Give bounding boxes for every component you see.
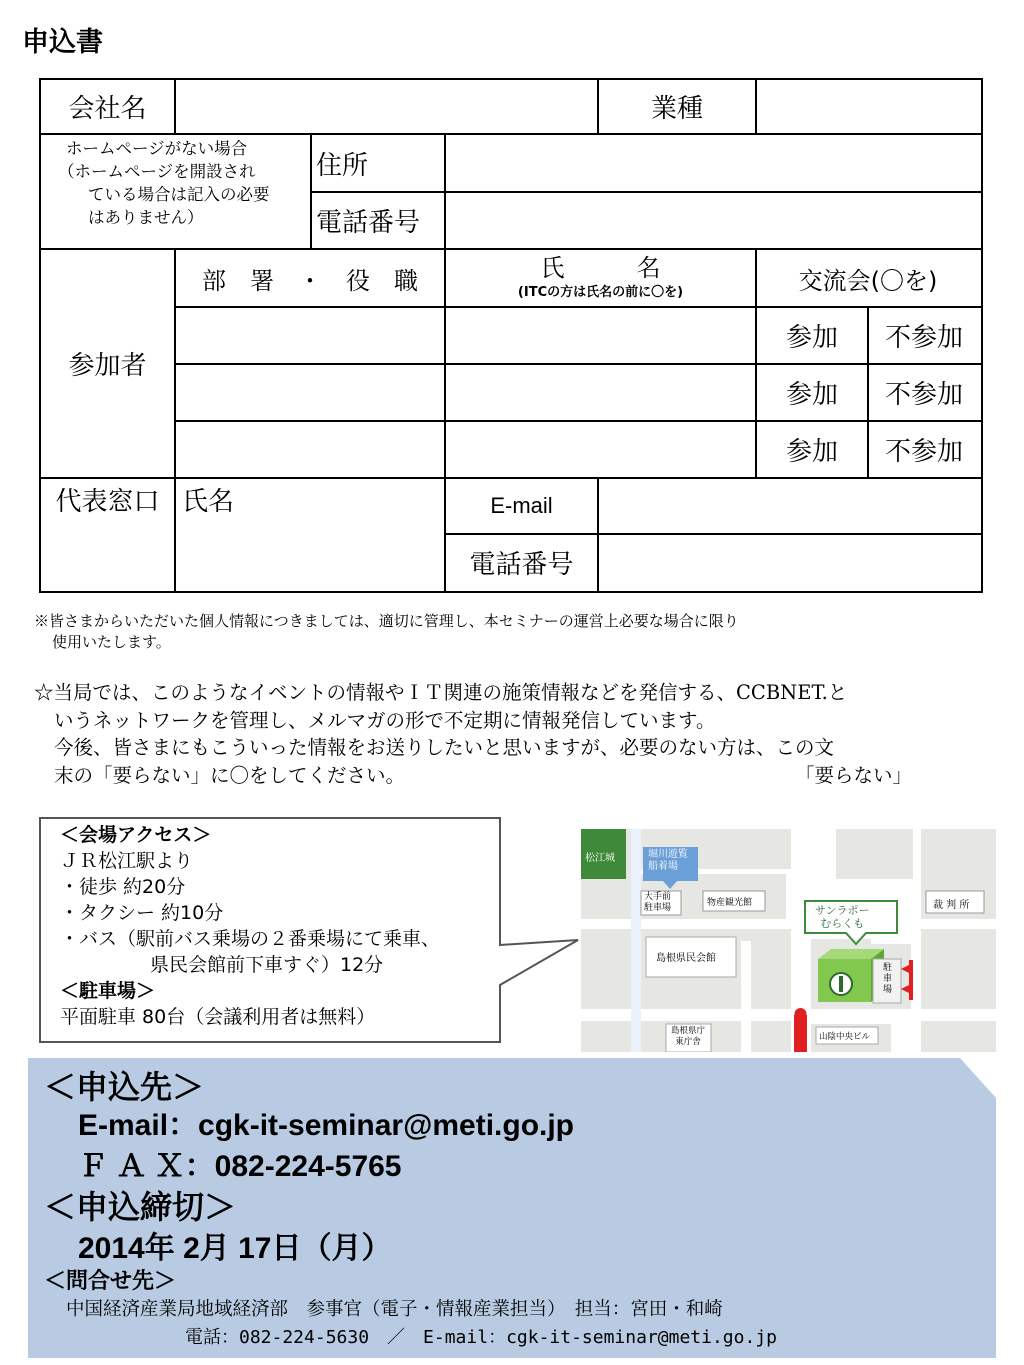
parking-info: 平面駐車 80台（会議利用者は無料） — [60, 1006, 376, 1028]
dept-position-header: 部 署 ・ 役 職 — [202, 266, 418, 295]
exchange-header: 交流会(〇を) — [798, 266, 938, 295]
rep-phone-label: 電話番号 — [469, 549, 574, 580]
map-label-horikawa: 堀川遊覧 船着場 — [648, 849, 688, 872]
participant-1-not-attend[interactable]: 不参加 — [884, 323, 963, 353]
access-heading: ＜会場アクセス＞ — [60, 824, 212, 846]
email-label: E-mail — [490, 493, 553, 518]
deadline-heading: ＜申込締切＞ — [44, 1189, 237, 1225]
map-label-castle: 松江城 — [585, 853, 615, 864]
map-label-kenmin: 島根県民会館 — [656, 953, 716, 964]
address-label: 住所 — [316, 150, 369, 181]
industry-label: 業種 — [650, 94, 703, 124]
map-label-sunrapo: サンラポー むらくも — [815, 904, 870, 930]
participants-label: 参加者 — [68, 351, 147, 381]
contact-heading: ＜問合せ先＞ — [44, 1268, 177, 1293]
parking-heading: ＜駐車場＞ — [60, 980, 156, 1002]
page-title: 申込書 — [22, 27, 103, 58]
participant-2-attend[interactable]: 参加 — [785, 380, 838, 410]
participant-3-attend[interactable]: 参加 — [785, 437, 838, 467]
access-bus: ・バス（駅前バス乗場の２番乗場にて乗車、 — [60, 928, 441, 950]
apply-email[interactable]: E-mail：cgk-it-seminar@meti.go.jp — [78, 1109, 575, 1142]
not-needed-checkbox[interactable]: 「要らない」 — [795, 764, 913, 787]
apply-heading: ＜申込先＞ — [44, 1069, 205, 1105]
map-label-sanin: 山陰中央ビル — [819, 1032, 871, 1042]
privacy-note: ※皆さまからいただいた個人情報につきましては、適切に管理し、本セミナーの運営上必要な場合に限り 使用いたします。 — [34, 612, 739, 651]
map-label-kencho: 島根県庁 東庁舎 — [671, 1026, 706, 1047]
company-name-label: 会社名 — [68, 94, 147, 124]
map-label-parking: 駐 車 場 — [883, 963, 893, 995]
participant-3-not-attend[interactable]: 不参加 — [884, 437, 963, 467]
rep-name-label[interactable]: 氏名 — [182, 487, 235, 517]
rep-contact-label: 代表窓口 — [55, 487, 160, 517]
newsletter-note: ☆当局では、このようなイベントの情報やＩＴ関連の施策情報などを発信する、CCBNET.と いうネットワークを管理し、メルマガの形で不定期に情報発信しています。 今後、皆さまにもこういった情報をお送りしたいと思いますが、必要のない方は、この文 末の「要らない」に〇をしてください。 — [34, 681, 848, 787]
contact-line: 電話：082-224-5630 ／ E-mail：cgk-it-seminar@meti.go.jp — [185, 1327, 777, 1348]
deadline-date: 2014年 2月 17日（月） — [78, 1232, 392, 1265]
phone-label: 電話番号 — [316, 208, 421, 238]
access-walk: ・徒歩 約20分 — [60, 876, 186, 898]
apply-fax: Ｆ Ａ Ｘ：082-224-5765 — [78, 1150, 402, 1183]
contact-org: 中国経済産業局地域経済部 参事官（電子・情報産業担当） 担当：宮田・和崎 — [66, 1298, 723, 1319]
no-homepage-note: ホームページがない場合 （ホームページを開設され ている場合は記入の必要 はありません） — [58, 139, 270, 227]
participant-1-attend[interactable]: 参加 — [785, 323, 838, 353]
map-label-bussan: 物産観光館 — [707, 898, 753, 908]
map-label-otemae: 大手前 駐車場 — [644, 892, 672, 913]
participant-2-not-attend[interactable]: 不参加 — [884, 380, 963, 410]
name-header: 氏 名 (ITCの方は氏名の前に〇を) — [517, 254, 684, 300]
access-taxi: ・タクシー 約10分 — [60, 902, 224, 924]
access-bus-cont: 県民会館前下車すぐ）12分 — [150, 954, 384, 976]
map-label-court: 裁 判 所 — [933, 900, 970, 911]
access-from: ＪＲ松江駅より — [60, 850, 194, 872]
